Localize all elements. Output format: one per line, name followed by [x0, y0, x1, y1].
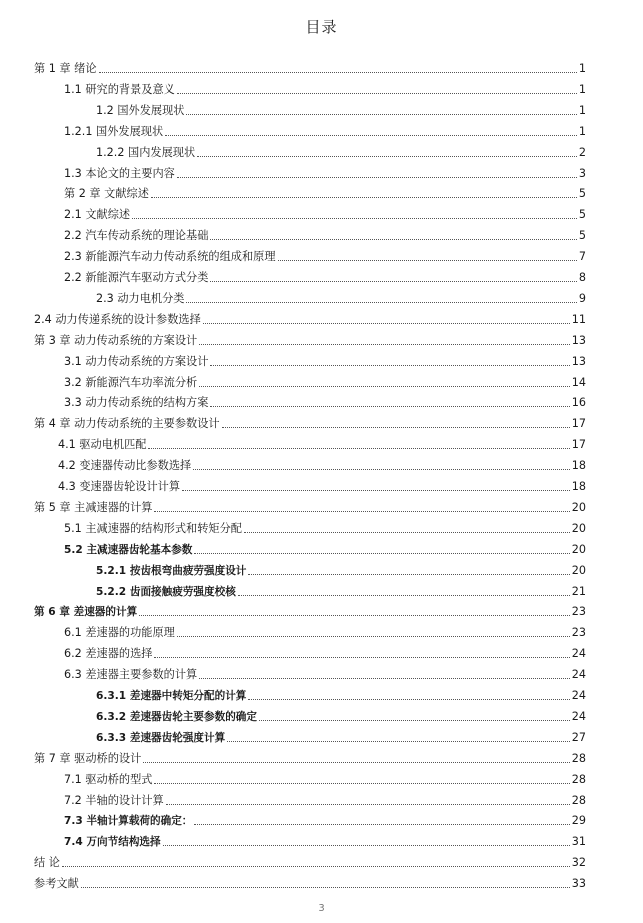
dot-leader — [210, 364, 569, 366]
toc-entry-label: 4.2 变速器传动比参数选择 — [58, 459, 192, 473]
toc-entry[interactable] — [96, 100, 586, 118]
toc-entry-page: 24 — [571, 647, 586, 661]
toc-entry[interactable] — [96, 727, 586, 745]
toc-entry[interactable] — [34, 748, 586, 766]
dot-leader — [222, 426, 570, 428]
dot-leader — [248, 573, 569, 575]
toc-entry-page: 13 — [571, 354, 586, 368]
toc-entry[interactable] — [64, 121, 586, 139]
dot-leader — [227, 740, 570, 742]
toc-entry[interactable] — [34, 497, 586, 515]
toc-entry[interactable] — [64, 831, 586, 849]
toc-entry-label: 6.2 差速器的选择 — [64, 647, 153, 661]
toc-entry-label: 第 4 章 动力传动系统的主要参数设计 — [34, 417, 220, 431]
toc-entry-label: 7.1 驱动桥的型式 — [64, 772, 153, 786]
toc-entry[interactable] — [64, 246, 586, 264]
toc-entry[interactable] — [64, 643, 586, 661]
toc-entry-label: 参考文献 — [34, 877, 79, 891]
dot-leader — [244, 531, 570, 533]
toc-entry-label: 5.2.1 按齿根弯曲疲劳强度设计 — [96, 564, 247, 577]
dot-leader — [177, 176, 577, 178]
toc-entry-label: 第 6 章 差速器的计算 — [34, 606, 138, 619]
dot-leader — [99, 71, 577, 73]
toc-entry-page: 18 — [571, 480, 586, 493]
toc-entry-label: 4.1 驱动电机匹配 — [58, 438, 147, 452]
toc-entry-page: 5 — [578, 187, 586, 201]
toc-entry-label: 2.2 汽车传动系统的理论基础 — [64, 229, 209, 243]
dot-leader — [199, 385, 570, 387]
toc-entry-page: 31 — [571, 835, 586, 849]
toc-entry-label: 第 3 章 动力传动系统的方案设计 — [34, 333, 198, 347]
toc-entry-label: 7.2 半轴的设计计算 — [64, 793, 164, 807]
toc-entry-label: 2.1 文献综述 — [64, 208, 131, 222]
toc-entry-label: 1.2.1 国外发展现状 — [64, 124, 164, 138]
toc-entry-page: 7 — [578, 250, 586, 264]
toc-entry[interactable] — [96, 288, 586, 306]
dot-leader — [259, 719, 570, 721]
toc-entry-label: 2.3 动力电机分类 — [96, 291, 185, 305]
toc-entry[interactable] — [34, 852, 586, 870]
toc-entry-page: 5 — [578, 229, 586, 243]
toc-entry-label: 4.3 变速器齿轮设计计算 — [58, 480, 181, 493]
toc-entry-page: 24 — [571, 689, 586, 702]
toc-entry-page: 24 — [571, 668, 586, 682]
dot-leader — [182, 489, 570, 491]
toc-entry-page: 24 — [571, 709, 586, 723]
toc-entry-page: 28 — [571, 751, 586, 765]
dot-leader — [210, 238, 576, 240]
toc-entry-page: 14 — [571, 375, 586, 389]
toc-entry-page: 9 — [578, 291, 586, 305]
toc-entry[interactable] — [96, 142, 586, 160]
toc-entry-label: 结 论 — [34, 856, 60, 870]
toc-entry-label: 1.1 研究的背景及意义 — [64, 82, 175, 96]
toc-entry[interactable] — [64, 163, 586, 181]
toc-entry-label: 第 5 章 主减速器的计算 — [34, 500, 153, 514]
dot-leader — [177, 635, 570, 637]
dot-leader — [199, 677, 570, 679]
toc-entry[interactable] — [64, 183, 586, 201]
toc-entry-label: 6.3.2 差速器齿轮主要参数的确定 — [96, 710, 257, 723]
toc-entry-label: 6.3.1 差速器中转矩分配的计算 — [96, 690, 247, 702]
toc-entry[interactable] — [58, 476, 586, 494]
dot-leader — [199, 343, 570, 345]
toc-entry-page: 28 — [571, 772, 586, 786]
dot-leader — [238, 594, 570, 596]
page-title: 目录 — [305, 18, 338, 36]
toc-entry-page: 33 — [571, 877, 586, 891]
toc-entry-label: 第 7 章 驱动桥的设计 — [34, 751, 142, 765]
toc-entry[interactable] — [64, 664, 586, 682]
toc-entry[interactable] — [96, 706, 586, 724]
toc-entry-page: 2 — [578, 145, 586, 159]
toc-entry-page: 17 — [571, 438, 586, 452]
toc-entry[interactable] — [64, 392, 586, 410]
toc-entry-page: 29 — [571, 814, 586, 828]
dot-leader — [278, 259, 577, 261]
toc-entry[interactable] — [64, 790, 586, 808]
toc-entry-label: 5.2.2 齿面接触疲劳强度校核 — [96, 585, 236, 598]
toc-entry-page: 8 — [578, 271, 586, 284]
toc-entry-label: 7.4 万向节结构选择 — [64, 836, 161, 849]
toc-entry-page: 1 — [578, 82, 586, 96]
dot-leader — [165, 134, 577, 136]
dot-leader — [186, 113, 576, 115]
toc-entry[interactable] — [64, 539, 586, 557]
toc-entry-label: 6.1 差速器的功能原理 — [64, 626, 175, 640]
toc-entry-page: 20 — [571, 521, 586, 535]
toc-entry-label: 2.2 新能源汽车驱动方式分类 — [64, 271, 209, 284]
toc-entry-page: 21 — [571, 584, 586, 598]
toc-entry[interactable] — [96, 685, 586, 703]
toc-entry-label: 2.4 动力传递系统的设计参数选择 — [34, 312, 201, 326]
dot-leader — [154, 782, 569, 784]
toc-entry-label: 6.3 差速器主要参数的计算 — [64, 668, 198, 682]
toc-entry-page: 1 — [578, 103, 586, 117]
dot-leader — [139, 614, 570, 616]
toc-entry-page: 20 — [571, 542, 586, 556]
toc-entry[interactable] — [64, 225, 586, 243]
toc-entry-label: 2.3 新能源汽车动力传动系统的组成和原理 — [64, 250, 276, 264]
toc-entry[interactable] — [34, 309, 586, 327]
toc-entry[interactable] — [64, 769, 586, 787]
toc-entry[interactable] — [64, 204, 586, 222]
dot-leader — [210, 405, 569, 407]
toc-entry-label: 3.2 新能源汽车功率流分析 — [64, 375, 198, 389]
toc-entry-label: 3.1 动力传动系统的方案设计 — [64, 354, 209, 368]
dot-leader — [154, 510, 569, 512]
page-number: 3 — [318, 903, 325, 914]
dot-leader — [248, 698, 569, 700]
toc-entry-label: 7.3 半轴计算载荷的确定： — [64, 815, 193, 828]
toc-entry-page: 3 — [578, 166, 586, 180]
toc-entry-label: 1.2 国外发展现状 — [96, 103, 185, 117]
toc-entry-page: 27 — [571, 730, 586, 744]
toc-entry[interactable] — [64, 518, 586, 536]
toc-entry[interactable] — [34, 413, 586, 431]
toc-entry-page: 11 — [571, 312, 586, 326]
toc-entry-label: 6.3.3 差速器齿轮强度计算 — [96, 731, 226, 744]
toc-entry[interactable] — [96, 560, 586, 578]
dot-leader — [186, 301, 576, 303]
toc-entry-page: 1 — [578, 62, 586, 75]
toc-entry[interactable] — [34, 330, 586, 348]
dot-leader — [193, 468, 570, 470]
toc-entry[interactable] — [34, 58, 586, 76]
dot-leader — [203, 322, 570, 324]
toc-entry[interactable] — [64, 622, 586, 640]
toc-entry[interactable] — [34, 873, 586, 891]
toc-entry-label: 第 1 章 绪论 — [34, 62, 97, 75]
toc-entry-label: 1.2.2 国内发展现状 — [96, 145, 196, 159]
dot-leader — [132, 217, 577, 219]
dot-leader — [177, 92, 577, 94]
toc-entry-label: 5.2 主减速器齿轮基本参数 — [64, 543, 193, 556]
toc-entry-label: 3.3 动力传动系统的结构方案 — [64, 396, 209, 410]
dot-leader — [197, 155, 577, 157]
toc-entry-page: 23 — [571, 605, 586, 619]
toc-entry-page: 20 — [571, 500, 586, 514]
toc-entry-page: 28 — [571, 793, 586, 807]
toc-entry-page: 20 — [571, 563, 586, 577]
dot-leader — [62, 865, 570, 867]
toc-entry[interactable] — [34, 601, 586, 619]
dot-leader — [194, 552, 569, 554]
toc-entry-page: 32 — [571, 856, 586, 870]
toc-entry-page: 16 — [571, 396, 586, 410]
toc-entry-page: 1 — [578, 124, 586, 138]
toc-entry[interactable] — [64, 351, 586, 369]
dot-leader — [148, 447, 569, 449]
toc-entry[interactable] — [58, 434, 586, 452]
toc-entry-label: 5.1 主减速器的结构形式和转矩分配 — [64, 521, 242, 535]
toc-entry-page: 13 — [571, 333, 586, 347]
toc-entry[interactable] — [96, 581, 586, 599]
toc-entry[interactable] — [64, 372, 586, 390]
toc-entry-label: 1.3 本论文的主要内容 — [64, 166, 175, 180]
dot-leader — [210, 280, 576, 282]
dot-leader — [143, 761, 569, 763]
toc-entry-page: 5 — [578, 208, 586, 222]
dot-leader — [166, 803, 570, 805]
toc-entry-page: 17 — [571, 417, 586, 431]
dot-leader — [81, 886, 570, 888]
toc-entry-page: 18 — [571, 459, 586, 473]
toc-entry[interactable] — [64, 79, 586, 97]
toc-entry-page: 23 — [571, 626, 586, 640]
dot-leader — [151, 196, 577, 198]
dot-leader — [163, 844, 570, 846]
dot-leader — [154, 656, 569, 658]
toc-entry-label: 第 2 章 文献综述 — [64, 187, 149, 201]
toc-entry[interactable] — [64, 810, 586, 828]
dot-leader — [194, 823, 569, 825]
toc-entry[interactable] — [64, 267, 586, 285]
toc-entry[interactable] — [58, 455, 586, 473]
